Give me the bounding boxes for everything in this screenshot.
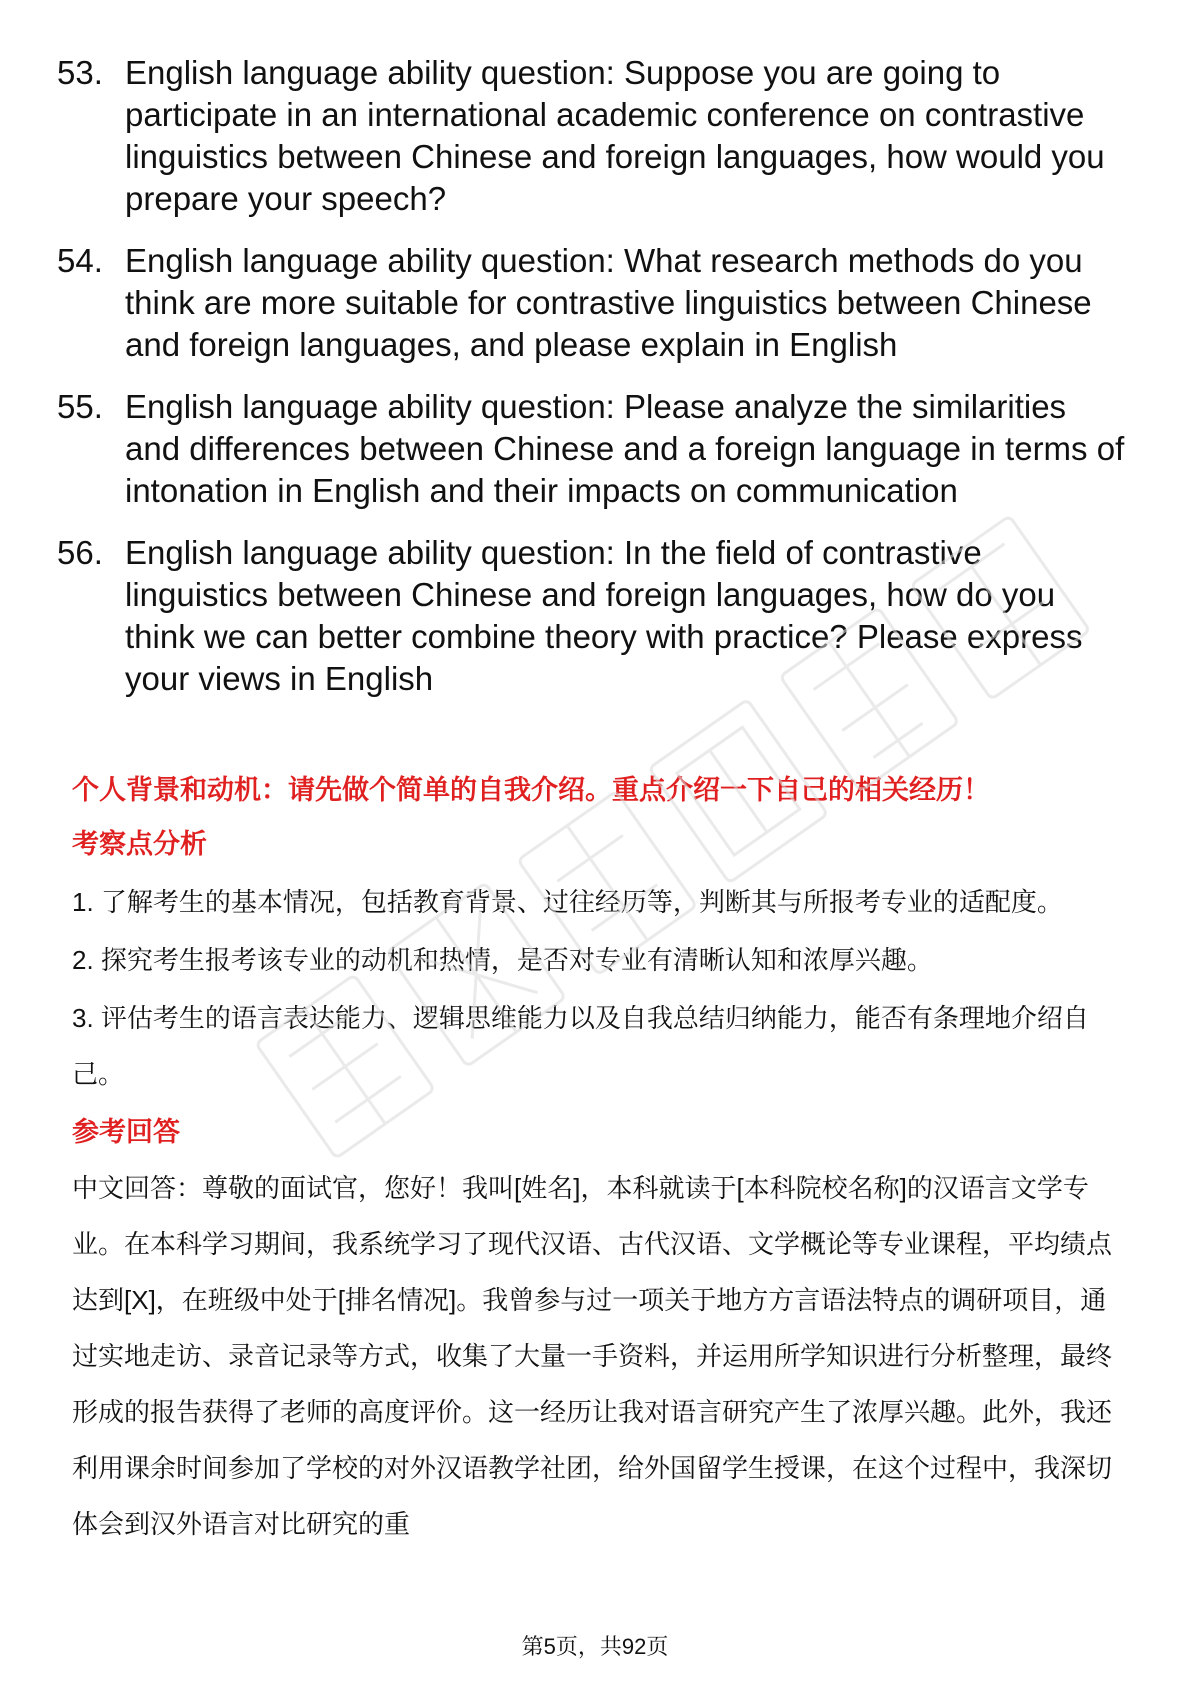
question-text: English language ability question: In the field of contrastive linguistics between Chinese and foreign languages, how do you think we can better combine theory with practice? Please express your views in English xyxy=(125,534,1083,697)
question-number: 56. xyxy=(57,534,103,571)
question-text: English language ability question: What research methods do you think are more suitable for contrastive linguistics between Chinese and foreign languages, and please explain in English xyxy=(125,242,1092,363)
question-item xyxy=(0,240,1130,366)
question-item xyxy=(0,386,1130,512)
interview-section xyxy=(72,770,1127,1552)
page-footer: 第5页，共92页 xyxy=(521,1634,669,1659)
reference-heading: 参考回答 xyxy=(72,1117,180,1147)
question-text: English language ability question: Suppose you are going to participate in an international academic conference on contrastive linguistics between Chinese and foreign languages, how would you prepare your speech? xyxy=(125,54,1105,217)
analysis-item: 3. 评估考生的语言表达能力、逻辑思维能力以及自我总结归纳能力，能否有条理地介绍自己。 xyxy=(72,1003,1089,1089)
question-item xyxy=(0,52,1130,220)
analysis-item: 2. 探究考生报考该专业的动机和热情，是否对专业有清晰认知和浓厚兴趣。 xyxy=(72,945,933,975)
question-list xyxy=(0,52,1190,720)
reference-answer: 中文回答：尊敬的面试官，您好！我叫[姓名]，本科就读于[本科院校名称]的汉语言文学专业。在本科学习期间，我系统学习了现代汉语、古代汉语、文学概论等专业课程，平均绩点达到[X]，在班级中处于[排名情况]。我曾参与过一项关于地方方言语法特点的调研项目，通过实地走访、录音记录等方式，收集了大量一手资料，并运用所学知识进行分析整理，最终形成的报告获得了老师的高度评价。这一经历让我对语言研究产生了浓厚兴趣。此外，我还利用课余时间参加了学校的对外汉语教学社团，给外国留学生授课，在这个过程中，我深切体会到汉外语言对比研究的重 xyxy=(72,1173,1113,1539)
section-title: 个人背景和动机：请先做个简单的自我介绍。重点介绍一下自己的相关经历！ xyxy=(72,775,990,805)
question-number: 53. xyxy=(57,54,103,91)
analysis-heading: 考察点分析 xyxy=(72,829,207,859)
question-item xyxy=(0,532,1130,700)
question-text: English language ability question: Please analyze the similarities and differences between Chinese and a foreign language in terms of intonation in English and their impacts on communication xyxy=(125,388,1125,509)
question-number: 55. xyxy=(57,388,103,425)
question-number: 54. xyxy=(57,242,103,279)
analysis-item: 1. 了解考生的基本情况，包括教育背景、过往经历等，判断其与所报考专业的适配度。 xyxy=(72,887,1063,917)
